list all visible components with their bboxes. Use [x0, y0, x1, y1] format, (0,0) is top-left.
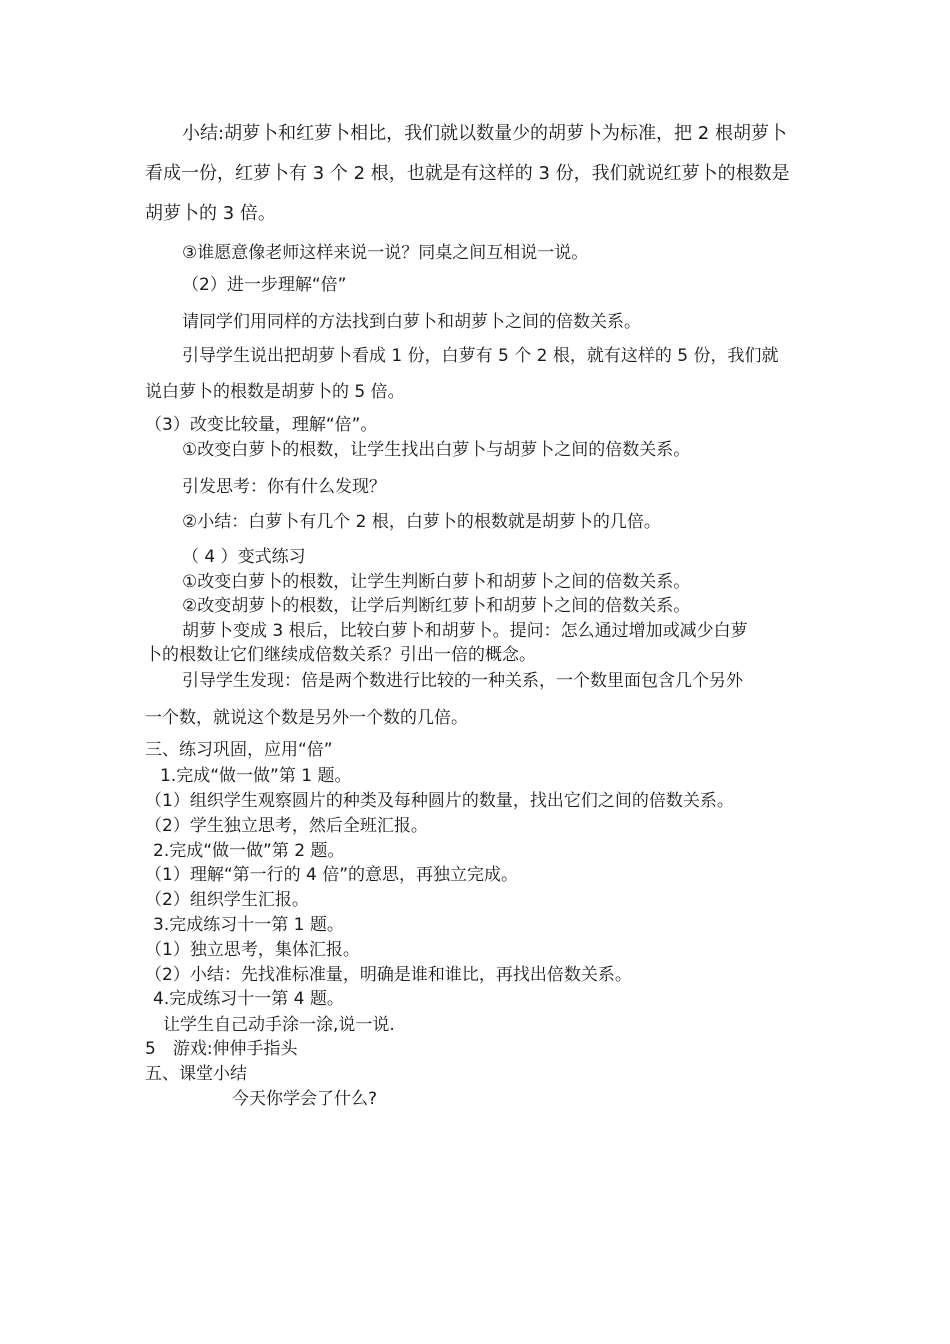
text-line: 今天你学会了什么? [232, 1089, 378, 1109]
text-line: 一个数，就说这个数是另外一个数的几倍。 [145, 708, 468, 728]
text-line: ②改变胡萝卜的根数，让学后判断红萝卜和胡萝卜之间的倍数关系。 [182, 596, 691, 616]
text-line: ①改变白萝卜的根数，让学生找出白萝卜与胡萝卜之间的倍数关系。 [182, 440, 691, 460]
text-line: ②小结：白萝卜有几个 2 根，白萝卜的根数就是胡萝卜的几倍。 [182, 512, 661, 532]
list-item: 4.完成练习十一第 4 题。 [153, 989, 344, 1009]
list-item: （2）组织学生汇报。 [145, 890, 309, 910]
list-item: 1.完成“做一做”第 1 题。 [160, 766, 352, 786]
list-item: 2.完成“做一做”第 2 题。 [153, 841, 345, 861]
list-item: （1）独立思考，集体汇报。 [145, 940, 360, 960]
section-heading: （3）改变比较量，理解“倍”。 [145, 415, 378, 435]
section-heading: （ 4 ）变式练习 [182, 547, 306, 567]
text-line: 引导学生说出把胡萝卜看成 1 份，白萝有 5 个 2 根，就有这样的 5 份，我们就 [182, 346, 779, 366]
list-item: （1）理解“第一行的 4 倍”的意思，再独立完成。 [145, 865, 519, 885]
section-heading: （2）进一步理解“倍” [182, 275, 347, 295]
text-line: ①改变白萝卜的根数，让学生判断白萝卜和胡萝卜之间的倍数关系。 [182, 572, 691, 592]
text-line: 让学生自己动手涂一涂,说一说. [163, 1015, 395, 1035]
section-heading: 5 游戏:伸伸手指头 [145, 1039, 298, 1059]
text-line: 说白萝卜的根数是胡萝卜的 5 倍。 [145, 382, 405, 402]
list-item: （2）小结：先找准标准量，明确是谁和谁比，再找出倍数关系。 [145, 965, 632, 985]
text-line: 卜的根数让它们继续成倍数关系？引出一倍的概念。 [145, 645, 536, 665]
text-line: 引导学生发现：倍是两个数进行比较的一种关系，一个数里面包含几个另外 [182, 671, 743, 691]
text-line: ③谁愿意像老师这样来说一说？同桌之间互相说一说。 [182, 243, 589, 263]
text-line: 请同学们用同样的方法找到白萝卜和胡萝卜之间的倍数关系。 [182, 312, 641, 332]
list-item: （1）组织学生观察圆片的种类及每种圆片的数量，找出它们之间的倍数关系。 [145, 791, 734, 811]
list-item: 3.完成练习十一第 1 题。 [153, 915, 344, 935]
list-item: （2）学生独立思考，然后全班汇报。 [145, 816, 428, 836]
section-heading: 五、课堂小结 [145, 1064, 247, 1084]
text-line: 引发思考：你有什么发现？ [182, 477, 386, 497]
text-line: 看成一份，红萝卜有 3 个 2 根，也就是有这样的 3 份，我们就说红萝卜的根数是 [145, 163, 790, 184]
section-heading: 三、练习巩固，应用“倍” [145, 740, 333, 760]
text-line: 胡萝卜变成 3 根后，比较白萝卜和胡萝卜。提问：怎么通过增加或减少白萝 [182, 621, 748, 641]
text-line: 胡萝卜的 3 倍。 [145, 203, 276, 224]
text-line: 小结:胡萝卜和红萝卜相比，我们就以数量少的胡萝卜为标准，把 2 根胡萝卜 [182, 123, 787, 144]
